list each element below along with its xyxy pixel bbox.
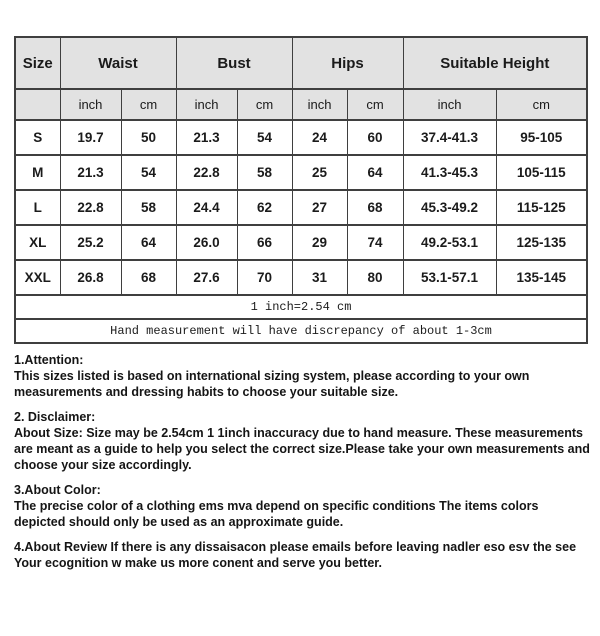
unit-cell: cm [237,89,292,120]
column-header-suitable-height: Suitable Height [403,37,587,89]
table-cell: 41.3-45.3 [403,155,496,190]
column-header-waist: Waist [60,37,176,89]
table-header-row [15,37,587,89]
table-cell: 27.6 [176,260,237,295]
section-disclaimer-body: About Size: Size may be 2.54cm 1 1inch inaccuracy due to hand measure. These measurements are meant as a guide to help you select the correct size.Please take your own measurements and choose your size accordingly. [14,426,590,472]
table-cell: 31 [292,260,347,295]
section-disclaimer [14,409,592,473]
table-cell: 29 [292,225,347,260]
notes-text-block [14,352,592,571]
column-header-bust: Bust [176,37,292,89]
section-attention-body: This sizes listed is based on international sizing system, please according to your own measurements and dressing habits to choose your suitable size. [14,369,530,399]
table-cell: 64 [347,155,403,190]
unit-cell-blank [15,89,60,120]
section-attention-heading: 1.Attention: [14,353,84,367]
table-cell: 58 [121,190,176,225]
table-cell: 60 [347,120,403,155]
table-cell: 25 [292,155,347,190]
table-cell: 22.8 [176,155,237,190]
section-about-color-heading: 3.About Color: [14,483,101,497]
table-cell: 135-145 [496,260,587,295]
table-cell: 26.8 [60,260,121,295]
inch-conversion-note: 1 inch=2.54 cm [15,295,587,319]
table-row-m [15,155,587,190]
table-row-xl [15,225,587,260]
size-cell: XL [15,225,60,260]
table-cell: 68 [347,190,403,225]
table-row-xxl [15,260,587,295]
table-cell: 22.8 [60,190,121,225]
section-attention [14,352,592,400]
section-about-color-body: The precise color of a clothing ems mva depend on specific conditions The items colors depicted should only be used as an approximate guide. [14,499,539,529]
table-cell: 95-105 [496,120,587,155]
table-cell: 125-135 [496,225,587,260]
table-cell: 21.3 [60,155,121,190]
unit-cell: cm [347,89,403,120]
table-cell: 25.2 [60,225,121,260]
unit-cell: inch [176,89,237,120]
table-row-s [15,120,587,155]
section-about-review-body: 4.About Review If there is any dissaisacon please emails before leaving nadler eso esv the see Your ecognition w make us more conent and serve you better. [14,540,577,570]
size-cell: S [15,120,60,155]
table-cell: 50 [121,120,176,155]
table-cell: 54 [237,120,292,155]
section-disclaimer-heading: 2. Disclaimer: [14,410,96,424]
table-cell: 19.7 [60,120,121,155]
table-cell: 64 [121,225,176,260]
size-cell: L [15,190,60,225]
measurement-discrepancy-row [15,319,587,343]
table-row-l [15,190,587,225]
unit-cell: inch [292,89,347,120]
section-about-review [14,539,592,571]
table-cell: 21.3 [176,120,237,155]
size-cell: XXL [15,260,60,295]
unit-cell: inch [403,89,496,120]
size-cell: M [15,155,60,190]
column-header-hips: Hips [292,37,403,89]
table-cell: 70 [237,260,292,295]
unit-cell: cm [121,89,176,120]
unit-cell: cm [496,89,587,120]
table-cell: 53.1-57.1 [403,260,496,295]
table-cell: 54 [121,155,176,190]
table-cell: 68 [121,260,176,295]
table-cell: 24.4 [176,190,237,225]
column-header-size: Size [15,37,60,89]
table-cell: 80 [347,260,403,295]
table-cell: 62 [237,190,292,225]
table-cell: 27 [292,190,347,225]
measurement-discrepancy-note: Hand measurement will have discrepancy of about 1-3cm [15,319,587,343]
table-cell: 37.4-41.3 [403,120,496,155]
table-cell: 45.3-49.2 [403,190,496,225]
table-unit-row [15,89,587,120]
section-about-color [14,482,592,530]
unit-cell: inch [60,89,121,120]
table-cell: 115-125 [496,190,587,225]
table-cell: 26.0 [176,225,237,260]
inch-conversion-row [15,295,587,319]
table-cell: 74 [347,225,403,260]
table-cell: 24 [292,120,347,155]
table-cell: 49.2-53.1 [403,225,496,260]
size-chart-page [0,36,600,636]
table-cell: 66 [237,225,292,260]
table-cell: 58 [237,155,292,190]
size-chart-table [14,36,588,344]
table-cell: 105-115 [496,155,587,190]
